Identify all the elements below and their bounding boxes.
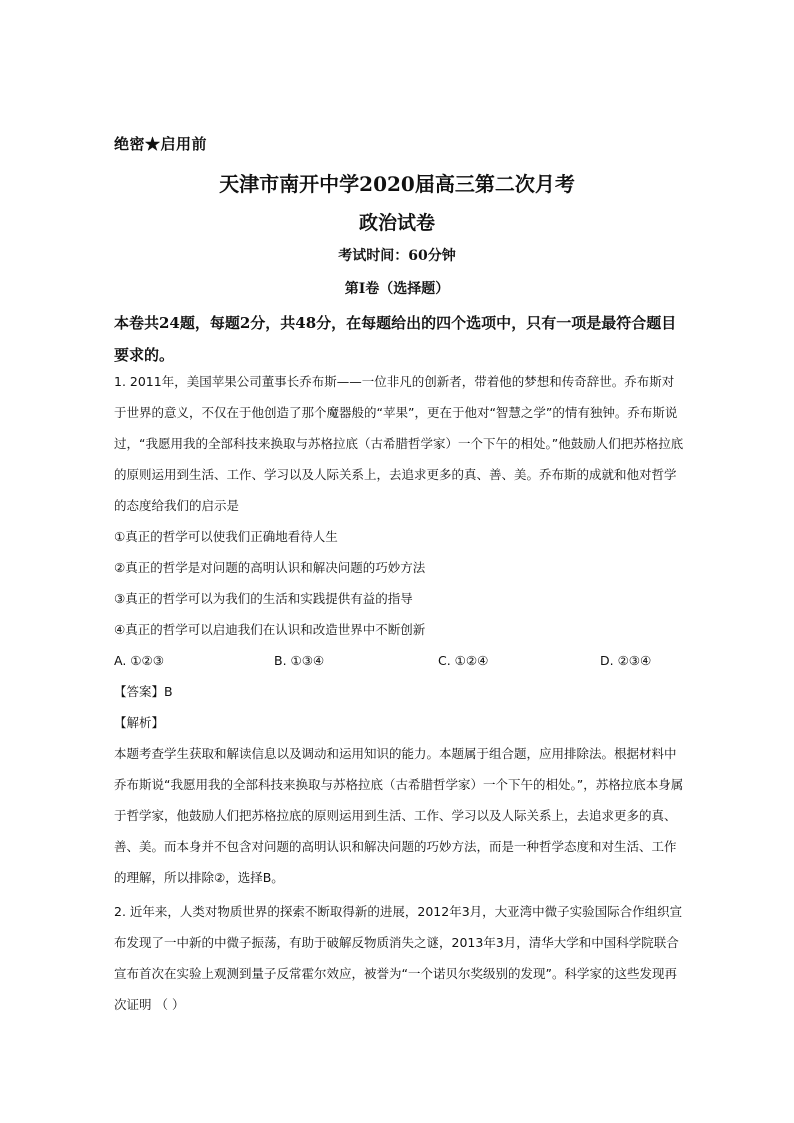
- option-a: A. ①②③: [114, 653, 164, 668]
- question-2: [114, 896, 684, 1020]
- analysis-label: 【解析】: [114, 715, 165, 730]
- option-b: B. ①③④: [274, 653, 325, 668]
- exam-title: 天津市南开中学2020届高三第二次月考: [219, 172, 575, 196]
- confidential-mark: 绝密★启用前: [114, 135, 208, 153]
- question-1-item: ②真正的哲学是对问题的高明认识和解决问题的巧妙方法: [114, 560, 426, 575]
- exam-time: 考试时间：60分钟: [338, 248, 456, 264]
- analysis-text: 本题考查学生获取和解读信息以及调动和运用知识的能力。本题属于组合题，应用排除法。根据材料中乔布斯说“我愿用我的全部科技来换取与苏格拉底（古希腊哲学家）一个下午的相处。”，苏格拉底本身属于哲学家，他鼓励人们把苏格拉底的原则运用到生活、工作、学习以及人际关系上，去追求更多的真、善、美。而本身并不包含对问题的高明认识和解决问题的巧妙方法，而是一种哲学态度和对生活、工作的理解，所以排除②，选择B。: [114, 746, 684, 885]
- section-instruction: 本卷共24题，每题2分，共48分，在每题给出的四个选项中，只有一项是最符合题目要求的。: [114, 314, 677, 364]
- question-1-item: ①真正的哲学可以使我们正确地看待人生: [114, 529, 338, 544]
- question-1-stem: 1. 2011年，美国苹果公司董事长乔布斯——一位非凡的创新者，带着他的梦想和传奇辞世。乔布斯对于世界的意义，不仅在于他创造了那个魔器般的“苹果”，更在于他对“智慧之学”的情有独钟。乔布斯说过，“我愿用我的全部科技来换取与苏格拉底（古希腊哲学家）一个下午的相处。”他鼓励人们把苏格拉底的原则运用到生活、工作、学习以及人际关系上，去追求更多的真、善、美。乔布斯的成就和他对哲学的态度给我们的启示是: [114, 374, 684, 513]
- option-d: D. ②③④: [600, 653, 652, 668]
- question-2-stem: 2. 近年来，人类对物质世界的探索不断取得新的进展，2012年3月，大亚湾中微子实验国际合作组织宣布发现了一中新的中微子振荡，有助于破解反物质消失之谜，2013年3月，清华大学和中国科学院联合宣布首次在实验上观测到量子反常霍尔效应，被誉为“一个诺贝尔奖级别的发现”。科学家的这些发现再次证明 （ ）: [114, 904, 683, 1012]
- answer-label: 【答案】B: [114, 684, 173, 699]
- part-heading: 第I卷（选择题）: [344, 281, 450, 297]
- question-1-options: [114, 645, 684, 676]
- question-1: [114, 366, 684, 893]
- question-1-item: ④真正的哲学可以启迪我们在认识和改造世界中不断创新: [114, 622, 426, 637]
- exam-subject: 政治试卷: [358, 212, 435, 234]
- option-c: C. ①②④: [438, 653, 489, 668]
- question-1-item: ③真正的哲学可以为我们的生活和实践提供有益的指导: [114, 591, 413, 606]
